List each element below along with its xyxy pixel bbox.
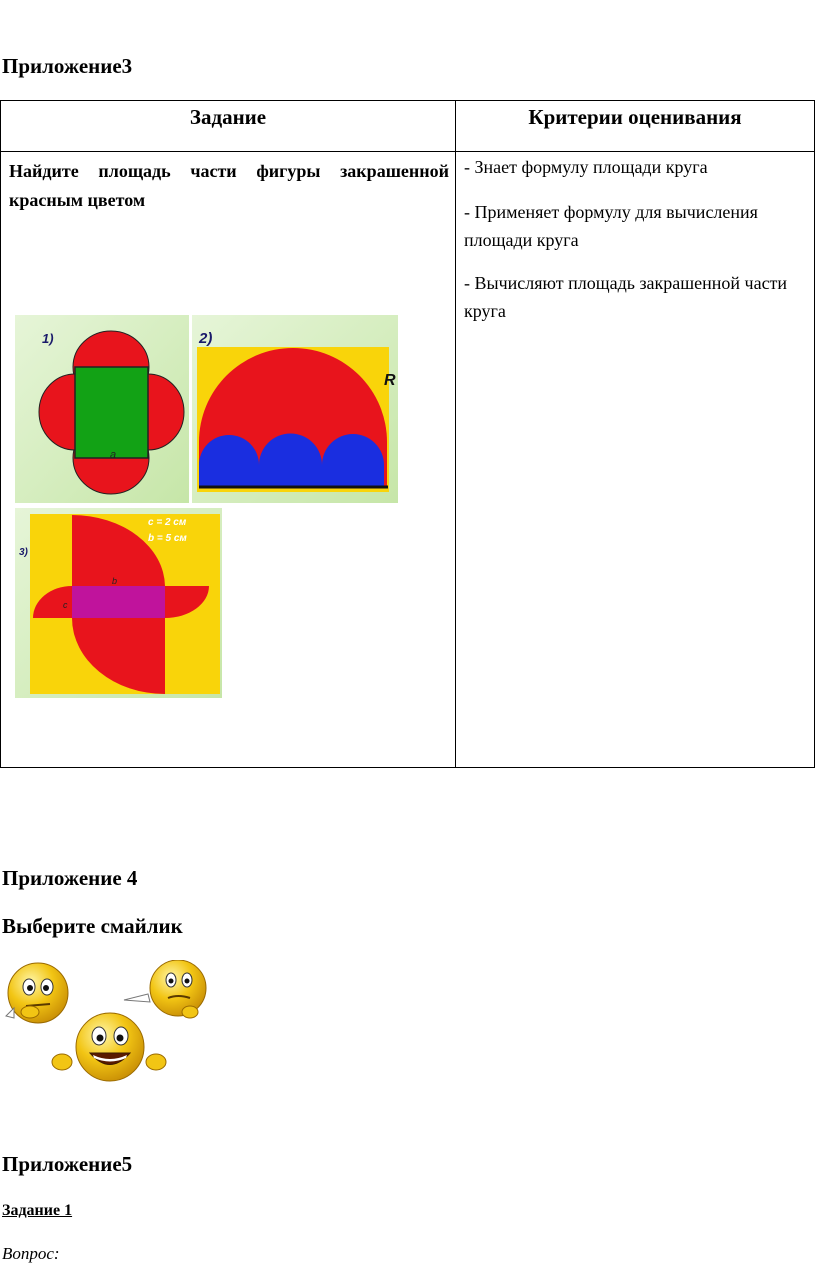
table-divider — [1, 151, 814, 152]
question-label: Вопрос: — [2, 1244, 60, 1263]
blue-semicircles — [199, 434, 384, 488]
figure-2-image — [192, 315, 398, 503]
appendix4-title: Приложение 4 — [2, 866, 138, 890]
task-1-title: Задание 1 — [2, 1202, 73, 1219]
figure-1-number: 1) — [42, 331, 54, 346]
smiley-pointing-icon[interactable] — [124, 960, 206, 1018]
label-b-equation: b = 5 см — [148, 533, 187, 544]
label-r: R — [384, 372, 396, 389]
green-rectangle — [75, 367, 148, 458]
label-b: b — [112, 576, 118, 586]
smileys-image — [0, 960, 212, 1082]
label-a: a — [110, 449, 117, 461]
criterion-item: - Знает формулу площади круга — [464, 157, 708, 177]
appendix4-subtitle: Выберите смайлик — [2, 914, 183, 938]
criterion-item: - Применяет формулу для вычисления площади круга — [464, 202, 758, 250]
column-header-criteria: Критерии оценивания — [528, 105, 742, 129]
smiley-thinking-icon[interactable] — [6, 963, 68, 1023]
figure-3-image — [15, 508, 222, 698]
label-c: c — [63, 600, 68, 610]
column-header-task: Задание — [189, 105, 267, 129]
criteria-table — [0, 100, 815, 768]
criterion-item: - Вычисляют площадь закрашенной части круга — [464, 273, 788, 321]
task-text: Найдите площадь части фигуры закрашенной красным цветом — [9, 161, 449, 210]
label-c-equation: c = 2 см — [148, 517, 187, 528]
figure-1-image — [15, 315, 189, 503]
figure-2-number: 2) — [199, 330, 213, 347]
magenta-rectangle — [72, 586, 165, 618]
figure-3-number: 3) — [19, 547, 28, 558]
table-divider — [455, 101, 456, 767]
smiley-happy-icon[interactable] — [52, 1013, 166, 1081]
appendix3-title: Приложение3 — [2, 54, 133, 78]
appendix5-title: Приложение5 — [2, 1152, 133, 1176]
